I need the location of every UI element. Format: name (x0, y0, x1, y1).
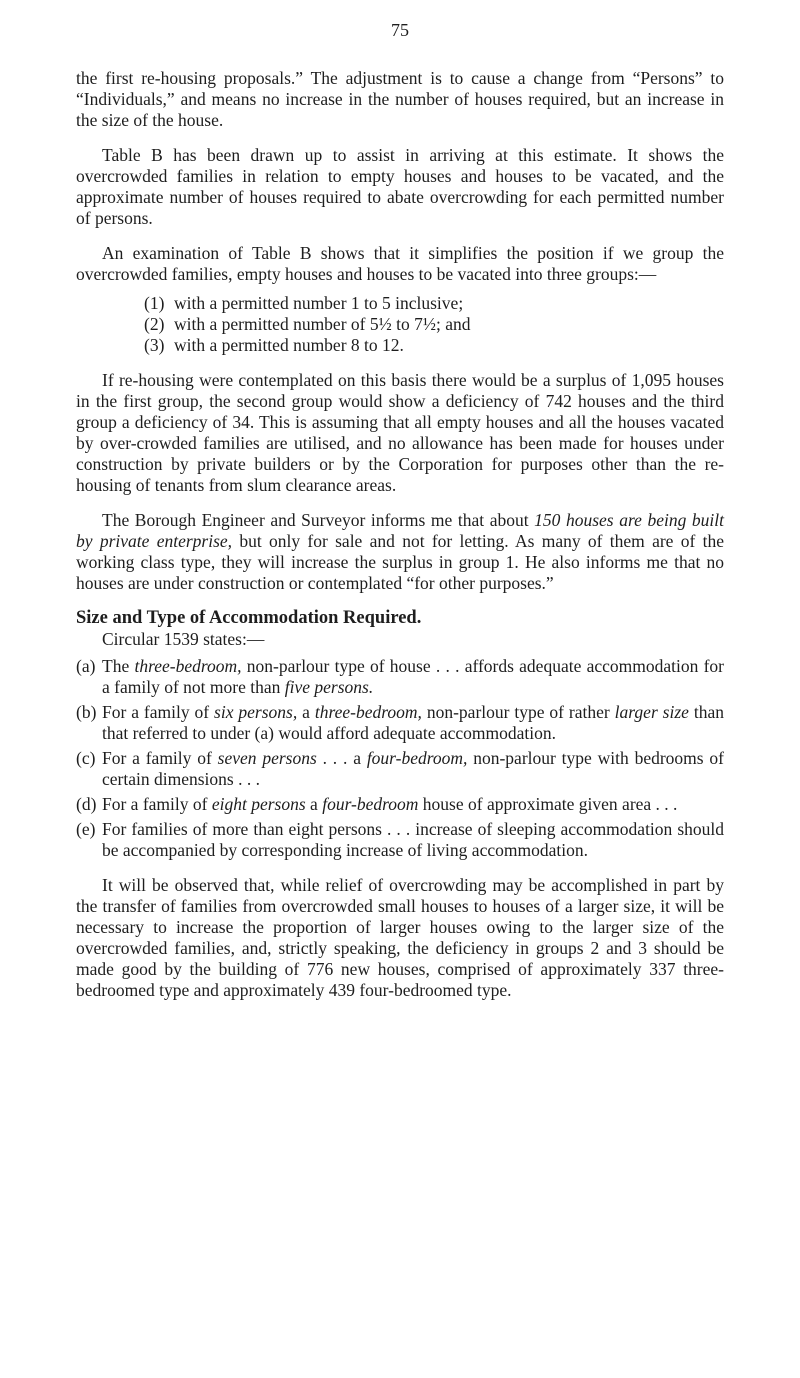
clause-letter: (c) (76, 748, 96, 768)
clause-text: For a family of six persons, a three-bedroom, non-parlour type of rather larger size than that referred to under (a) would afford adequate accommodation. (102, 702, 724, 743)
list-item-number: (1) (144, 293, 165, 313)
list-item-text: with a permitted number of 5½ to 7½; and (174, 314, 471, 334)
paragraph-4: If re-housing were contemplated on this basis there would be a surplus of 1,095 houses in the first group, the second group would show a deficiency of 742 houses and the third group a deficiency of 34. This is assuming that all empty houses and all the houses vacated by over-crowded families are utilised, and no allowance has been made for houses under construction by private builders or by the Corporation for purposes other than the re-housing of tenants from slum clearance areas. (76, 370, 724, 495)
paragraph-3: An examination of Table B shows that it simplifies the position if we group the overcrowded families, empty houses and houses to be vacated into three groups:— (76, 243, 724, 284)
paragraph-5: The Borough Engineer and Surveyor informs me that about 150 houses are being built by private enterprise, but only for sale and not for letting. As many of them are of the working class type, they will increase the surplus in group 1. He also informs me that no houses are under construction or contemplated “for other purposes.” (76, 510, 725, 593)
clause-e (76, 819, 724, 861)
clause-text: For a family of seven persons . . . a four-bedroom, non-parlour type with bedrooms of certain dimensions . . . (102, 748, 724, 789)
paragraph-2: Table B has been drawn up to assist in arriving at this estimate. It shows the overcrowded families in relation to empty houses and houses to be vacated, and the approximate number of houses required to abate overcrowding for each permitted number of persons. (76, 145, 724, 228)
list-item (144, 293, 724, 314)
clause-letter: (d) (76, 794, 97, 814)
clause-letter: (e) (76, 819, 96, 839)
page-number: 75 (391, 20, 409, 40)
clause-text: For a family of eight persons a four-bedroom house of approximate given area . . . (102, 794, 678, 814)
list-item (144, 335, 724, 356)
clause-c (76, 748, 724, 790)
section-heading: Size and Type of Accommodation Required. (76, 608, 422, 628)
group-list (144, 293, 724, 356)
clause-letter: (a) (76, 656, 96, 676)
clause-a (76, 656, 724, 698)
clause-letter: (b) (76, 702, 97, 722)
list-item-number: (3) (144, 335, 165, 355)
list-item-text: with a permitted number 8 to 12. (174, 335, 404, 355)
paragraph-1: the first re-housing proposals.” The adjustment is to cause a change from “Persons” to “Individuals,” and means no increase in the number of houses required, but an increase in the size of the house. (76, 68, 724, 130)
circular-clauses (76, 656, 724, 861)
paragraph-final: It will be observed that, while relief of overcrowding may be accomplished in part by the transfer of families from overcrowded small houses to houses of a larger size, it will be necessary to increase the proportion of larger houses owing to the larger size of the overcrowded families, and, strictly speaking, the deficiency in groups 2 and 3 should be made good by the building of 776 new houses, comprised of approximately 337 three-bedroomed type and approximately 439 four-bedroomed type. (76, 875, 724, 1000)
list-item (144, 314, 724, 335)
clause-text: For families of more than eight persons . . . increase of sleeping accommodation should be accompanied by corresponding increase of living accommodation. (102, 819, 724, 860)
clause-text: The three-bedroom, non-parlour type of house . . . affords adequate accommodation for a family of not more than five persons. (102, 656, 724, 697)
circular-intro: Circular 1539 states:— (102, 629, 265, 649)
list-item-text: with a permitted number 1 to 5 inclusive; (174, 293, 464, 313)
list-item-number: (2) (144, 314, 165, 334)
clause-b (76, 702, 724, 744)
document-body (76, 68, 724, 1015)
clause-d (76, 794, 724, 815)
